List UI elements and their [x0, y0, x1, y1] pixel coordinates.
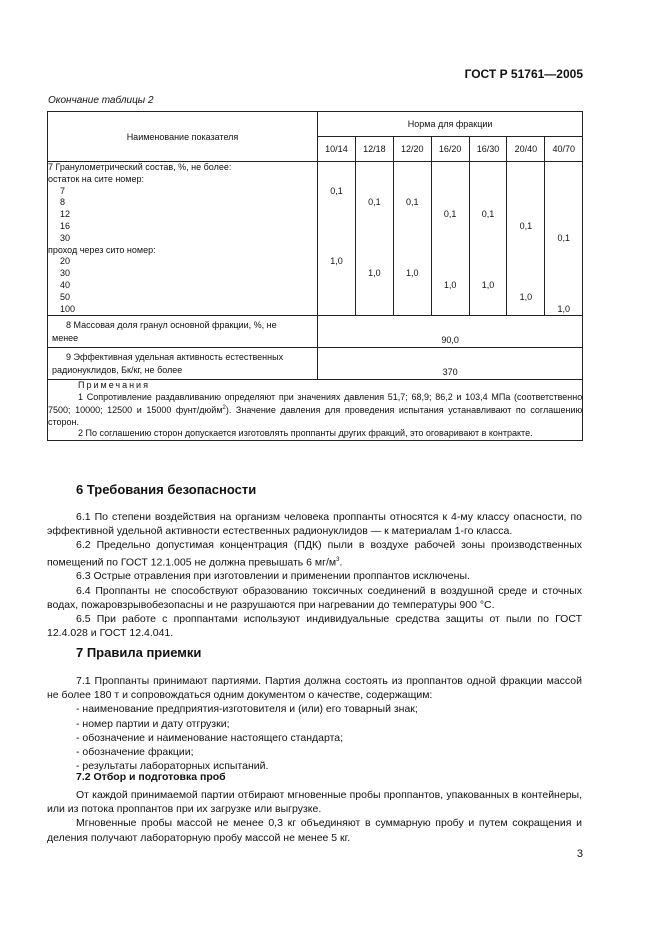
- fraction-value: [318, 292, 355, 304]
- sieve-number: 12: [60, 209, 71, 220]
- fraction-header: 12/18: [355, 137, 393, 162]
- paragraph-7-1: 7.1 Проппанты принимают партиями. Партия должна состоять из проппантов одной фракции массой не более 180 т и сопровождаться одним документом о качестве, содержащим:: [47, 675, 582, 702]
- subsection-7-2-title: 7.2 Отбор и подготовка проб: [76, 771, 226, 783]
- table-caption: Окончание таблицы 2: [48, 95, 154, 106]
- fraction-value: [545, 197, 582, 209]
- row-text: радионуклидов, Бк/кг, не более: [52, 364, 183, 375]
- fraction-value: [507, 186, 544, 198]
- fraction-value: [432, 186, 469, 198]
- row-name-main-fraction: [48, 316, 318, 348]
- row-text: проход через сито номер:: [48, 244, 156, 255]
- fraction-value: [394, 209, 431, 221]
- fraction-value: [356, 256, 393, 268]
- fraction-value: [470, 233, 507, 245]
- notes-title: Примечания: [78, 380, 150, 391]
- fraction-value: 1,0: [443, 279, 457, 290]
- fraction-value: [356, 221, 393, 233]
- fraction-value: [394, 304, 431, 316]
- list-item: - результаты лабораторных испытаний.: [76, 760, 269, 773]
- fraction-value: 1,0: [557, 303, 571, 314]
- fraction-value: [394, 186, 431, 198]
- activity-value: 370: [318, 348, 583, 380]
- fraction-value: [356, 209, 393, 221]
- fraction-value: [356, 186, 393, 198]
- fraction-value: [507, 233, 544, 245]
- fraction-value: [545, 280, 582, 292]
- row-name-granulometric: [48, 162, 318, 316]
- fraction-values: [318, 162, 356, 316]
- fraction-value: [356, 280, 393, 292]
- row-text: 9 Эффективная удельная активность естественных: [66, 352, 284, 363]
- fraction-value: 0,1: [557, 232, 571, 243]
- fraction-value: [432, 268, 469, 280]
- fraction-value: [470, 268, 507, 280]
- fraction-value: 0,1: [405, 197, 419, 208]
- fraction-values: [545, 162, 583, 316]
- row-text: менее: [52, 332, 79, 343]
- fraction-value: [432, 197, 469, 209]
- fraction-value: [356, 245, 393, 257]
- sieve-number: 40: [60, 279, 71, 290]
- section-7-title: 7 Правила приемки: [76, 645, 202, 660]
- paragraph-6-1: 6.1 По степени воздействия на организм человека проппанты относятся к 4-му классу опасности, по эффективной удельной активности естественных радионуклидов — к материалам 1-го класса.: [47, 511, 582, 538]
- fraction-value: [545, 268, 582, 280]
- fraction-value: [470, 174, 507, 186]
- fraction-value: [470, 304, 507, 316]
- sieve-number: 16: [60, 220, 71, 231]
- fraction-value: [507, 162, 544, 174]
- fraction-value: [318, 245, 355, 257]
- fraction-value: 1,0: [481, 279, 495, 290]
- row-text: 7 Гранулометрический состав, %, не более:: [48, 162, 232, 172]
- paragraph-6-2: [47, 538, 582, 569]
- fraction-values: [507, 162, 545, 316]
- fraction-values: [355, 162, 393, 316]
- fraction-header: 16/30: [469, 137, 507, 162]
- paragraph-6-2-end: .: [339, 556, 343, 569]
- fraction-value: [507, 280, 544, 292]
- sieve-number: 8: [60, 197, 66, 208]
- fraction-value: 1,0: [368, 268, 381, 279]
- note-1-text: 1 Сопротивление раздавливанию определяют при значениях давления 51,7; 68,9; 86,2 и 103,4 МПа (соответственно 7500; 10000; 12500 и 15000 фунт/дюйм: [48, 391, 583, 416]
- fraction-value: [507, 268, 544, 280]
- fraction-value: [507, 209, 544, 221]
- sieve-number: 30: [60, 232, 71, 243]
- paragraph-6-2-sup: 3: [336, 556, 340, 563]
- main-fraction-value: 90,0: [318, 316, 583, 348]
- table-row-activity: [48, 348, 583, 380]
- fraction-value: [394, 292, 431, 304]
- fraction-values: [393, 162, 431, 316]
- fraction-value: 0,1: [330, 185, 343, 196]
- fraction-header: 10/14: [318, 137, 356, 162]
- row-name-activity: [48, 348, 318, 380]
- fraction-value: [318, 162, 355, 174]
- fraction-value: [356, 233, 393, 245]
- subsection-7-2-body: [47, 788, 582, 845]
- table-notes: [48, 380, 583, 441]
- section-7-body: [47, 674, 582, 773]
- fraction-value: [394, 221, 431, 233]
- fraction-header: 16/20: [431, 137, 469, 162]
- fraction-value: [394, 256, 431, 268]
- row-text: остаток на сите номер:: [48, 173, 145, 184]
- fraction-value: [545, 174, 582, 186]
- column-header-name: Наименование показателя: [48, 112, 318, 162]
- fraction-value: [545, 186, 582, 198]
- fraction-value: [545, 256, 582, 268]
- note-1-sup: 2: [222, 405, 226, 412]
- note-1-text-end: ). Значение давления для проведения испытания устанавливают по соглашению сторон.: [48, 405, 583, 427]
- page-number: 3: [576, 848, 583, 860]
- fraction-value: [356, 162, 393, 174]
- fraction-value: [470, 245, 507, 257]
- fraction-value: [318, 280, 355, 292]
- fraction-values: [469, 162, 507, 316]
- fraction-header: 12/20: [393, 137, 431, 162]
- fraction-value: [507, 245, 544, 257]
- fraction-value: [545, 292, 582, 304]
- fraction-value: [394, 233, 431, 245]
- fraction-value: [432, 245, 469, 257]
- fraction-value: [318, 233, 355, 245]
- table-row-granulometric: [48, 162, 583, 316]
- paragraph-7-2-1: От каждой принимаемой партии отбирают мгновенные пробы проппантов, упакованных в контейнеры, или из потока проппантов при их загрузке или выгрузке.: [47, 789, 582, 816]
- fraction-header: 40/70: [545, 137, 583, 162]
- sieve-number: 20: [60, 256, 71, 267]
- fraction-value: [356, 292, 393, 304]
- fraction-value: [432, 162, 469, 174]
- fraction-value: [432, 292, 469, 304]
- fraction-value: [318, 268, 355, 280]
- fraction-value: [318, 209, 355, 221]
- fraction-value: [318, 221, 355, 233]
- fraction-values: [431, 162, 469, 316]
- fraction-value: [432, 233, 469, 245]
- fraction-value: [507, 174, 544, 186]
- fraction-value: [470, 197, 507, 209]
- paragraph-6-5: 6.5 При работе с проппантами используют индивидуальные средства защиты от пыли по ГОСТ 12.4.028 и ГОСТ 12.4.041.: [47, 612, 582, 640]
- table-row-main-fraction: [48, 316, 583, 348]
- paragraph-7-2-2: Мгновенные пробы массой не менее 0,3 кг объединяют в суммарную пробу и путем сокращения и деления получают лабораторную пробу массой не менее 5 кг.: [47, 817, 582, 844]
- paragraph-6-4: 6.4 Проппанты не способствуют образованию токсичных соединений в воздушной среде и сточных водах, пожаровзрывобезопасны и не разрушаются при нагревании до температуры 900 °С.: [47, 584, 582, 611]
- paragraph-6-3: 6.3 Острые отравления при изготовлении и применении проппантов исключены.: [76, 570, 470, 583]
- fraction-value: 1,0: [519, 291, 533, 302]
- fraction-value: [545, 209, 582, 221]
- fraction-value: [507, 197, 544, 209]
- fraction-value: 1,0: [405, 268, 419, 279]
- fraction-value: [432, 174, 469, 186]
- fraction-value: [507, 304, 544, 316]
- row-text: 8 Массовая доля гранул основной фракции, %, не: [66, 320, 277, 331]
- list-item: - наименование предприятия-изготовителя и (или) его товарный знак;: [76, 703, 418, 716]
- fraction-value: [318, 197, 355, 209]
- fraction-value: [432, 256, 469, 268]
- fraction-value: [394, 280, 431, 292]
- list-item: - номер партии и дату отгрузки;: [76, 717, 230, 730]
- paragraph-6-2-text: 6.2 Предельно допустимая концентрация (ПДК) пыли в воздухе рабочей зоны производственных помещений по ГОСТ 12.1.005 не должна превышать 6 мг/м: [47, 539, 582, 569]
- section-6-body: [47, 510, 582, 640]
- fraction-header: 20/40: [507, 137, 545, 162]
- note-2: 2 По соглашению сторон допускается изготовлять проппанты других фракций, это оговаривают в контракте.: [78, 428, 533, 439]
- column-header-group: Норма для фракции: [318, 112, 583, 137]
- fraction-value: [507, 256, 544, 268]
- fraction-value: [470, 292, 507, 304]
- fraction-value: [470, 221, 507, 233]
- fraction-value: [432, 221, 469, 233]
- fraction-value: [545, 245, 582, 257]
- fraction-value: [356, 174, 393, 186]
- fraction-value: [318, 304, 355, 316]
- sieve-number: 50: [60, 291, 71, 302]
- fraction-value: 0,1: [368, 197, 381, 208]
- sieve-number: 7: [60, 185, 66, 196]
- sieve-number: 100: [60, 303, 76, 314]
- fraction-value: 1,0: [330, 256, 343, 267]
- list-item: - обозначение и наименование настоящего стандарта;: [76, 731, 344, 744]
- fraction-value: [470, 186, 507, 198]
- fraction-value: 0,1: [443, 209, 457, 220]
- fraction-value: [470, 256, 507, 268]
- fraction-value: [394, 174, 431, 186]
- fraction-value: [356, 304, 393, 316]
- fraction-value: [470, 162, 507, 174]
- fraction-value: [394, 245, 431, 257]
- fraction-value: [432, 304, 469, 316]
- fraction-value: [545, 162, 582, 174]
- list-item: - обозначение фракции;: [76, 746, 194, 759]
- table-row-notes: [48, 380, 583, 441]
- document-code: ГОСТ Р 51761—2005: [464, 67, 583, 81]
- fraction-value: 0,1: [481, 209, 495, 220]
- fractions-table: [47, 111, 583, 441]
- fraction-value: [394, 162, 431, 174]
- fraction-value: 0,1: [519, 220, 533, 231]
- note-1: [48, 392, 582, 429]
- fraction-value: [318, 174, 355, 186]
- fraction-value: [545, 221, 582, 233]
- section-6-title: 6 Требования безопасности: [76, 482, 257, 497]
- sieve-number: 30: [60, 268, 71, 279]
